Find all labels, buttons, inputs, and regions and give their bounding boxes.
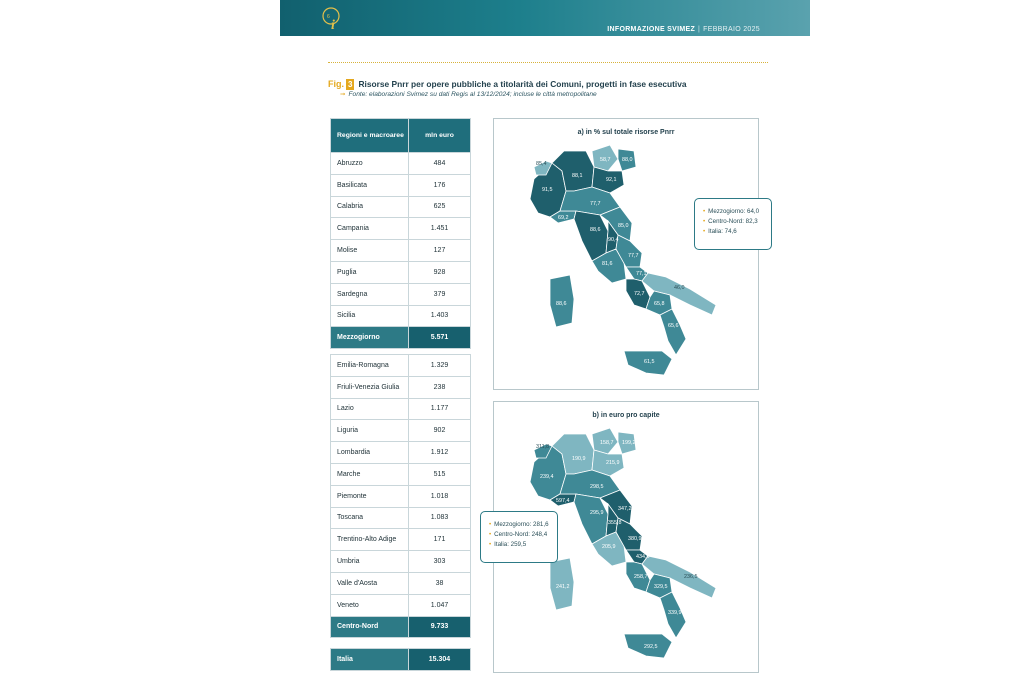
label-puglia: 236,5 xyxy=(684,574,698,580)
figure-title: Risorse Pnrr per opere pubbliche a titolarità dei Comuni, progetti in fase esecutiva xyxy=(358,79,687,89)
total-name: Italia xyxy=(331,649,409,671)
label-sicilia: 61,5 xyxy=(644,359,655,365)
label-trentino: 58,7 xyxy=(600,157,611,163)
label-liguria: 597,4 xyxy=(556,498,570,504)
callout-row-mezzogiorno xyxy=(489,520,557,530)
callout-row-italia xyxy=(703,227,771,237)
label-lombardia: 88,1 xyxy=(572,173,583,179)
table-row xyxy=(331,594,471,616)
region-name: Sicilia xyxy=(331,305,409,327)
figure-number: 3 xyxy=(348,80,353,89)
callout-text: Mezzogiorno: 64,0 xyxy=(708,208,760,215)
label-umbria: 90,4 xyxy=(608,237,619,243)
figure-source xyxy=(340,90,597,98)
region-value: 1.912 xyxy=(409,442,471,464)
total-name: Centro-Nord xyxy=(331,616,409,638)
label-molise: 77,1 xyxy=(636,271,647,277)
map-title: a) in % sul totale risorse Pnrr xyxy=(577,129,675,136)
region-value: 171 xyxy=(409,529,471,551)
page xyxy=(280,0,810,682)
total-name: Mezzogiorno xyxy=(331,327,409,349)
region-name: Trentino-Alto Adige xyxy=(331,529,409,551)
bullet-icon: • xyxy=(703,208,706,215)
region-value: 379 xyxy=(409,283,471,305)
header-banner xyxy=(280,0,810,36)
callout-row-italia xyxy=(489,540,557,550)
region-value: 127 xyxy=(409,240,471,262)
label-veneto: 215,9 xyxy=(606,460,620,466)
region-value: 1.047 xyxy=(409,594,471,616)
label-liguria: 69,2 xyxy=(558,215,569,221)
label-marche: 347,2 xyxy=(618,506,632,512)
callout-text: Centro-Nord: 82,3 xyxy=(708,218,758,225)
table-row xyxy=(331,174,471,196)
label-veneto: 92,1 xyxy=(606,177,617,183)
callout-row-centro-nord xyxy=(703,217,771,227)
table-row xyxy=(331,442,471,464)
table-row xyxy=(331,196,471,218)
label-campania: 258,7 xyxy=(634,574,648,580)
label-lazio: 81,6 xyxy=(602,261,613,267)
region-name: Marche xyxy=(331,463,409,485)
table-row xyxy=(331,420,471,442)
svimez-logo-icon xyxy=(320,5,346,31)
region-name: Lombardia xyxy=(331,442,409,464)
label-emilia: 298,5 xyxy=(590,484,604,490)
table-row xyxy=(331,376,471,398)
dotted-divider xyxy=(328,62,768,63)
table-row xyxy=(331,283,471,305)
label-valle-aosta: 311,8 xyxy=(536,444,550,450)
header-text xyxy=(607,26,760,33)
region-value: 1.329 xyxy=(409,355,471,377)
table-row xyxy=(331,463,471,485)
region-name: Molise xyxy=(331,240,409,262)
arrow-right-icon: ➞ xyxy=(340,91,346,98)
total-value: 9.733 xyxy=(409,616,471,638)
table-row xyxy=(331,355,471,377)
table-row xyxy=(331,398,471,420)
region-name: Emilia-Romagna xyxy=(331,355,409,377)
label-sardegna: 88,6 xyxy=(556,301,567,307)
bullet-icon: • xyxy=(489,541,492,548)
label-abruzzo: 380,9 xyxy=(628,536,642,542)
label-basilicata: 65,8 xyxy=(654,301,665,307)
table-total-row xyxy=(331,649,471,671)
region-name: Basilicata xyxy=(331,174,409,196)
column-header-value: mln euro xyxy=(409,119,471,153)
table-total-row xyxy=(331,616,471,638)
label-piemonte: 239,4 xyxy=(540,474,554,480)
label-sardegna: 241,2 xyxy=(556,584,570,590)
region-name: Abruzzo xyxy=(331,153,409,175)
table-row xyxy=(331,261,471,283)
callout-row-mezzogiorno xyxy=(703,207,771,217)
region-value: 1.083 xyxy=(409,507,471,529)
region-value: 515 xyxy=(409,463,471,485)
label-friuli: 199,2 xyxy=(622,440,636,446)
bullet-icon: • xyxy=(489,531,492,538)
table-row xyxy=(331,572,471,594)
region-name: Puglia xyxy=(331,261,409,283)
bullet-icon: • xyxy=(489,521,492,528)
label-molise: 434,6 xyxy=(636,554,650,560)
figure-label: Fig. xyxy=(328,79,344,89)
region-value: 625 xyxy=(409,196,471,218)
label-lazio: 205,9 xyxy=(602,544,616,550)
callout-text: Mezzogiorno: 281,6 xyxy=(494,521,549,528)
label-toscana: 88,6 xyxy=(590,227,601,233)
region-value: 928 xyxy=(409,261,471,283)
region-name: Calabria xyxy=(331,196,409,218)
region-shape-calabria xyxy=(660,309,686,355)
label-calabria: 65,6 xyxy=(668,323,679,329)
region-value: 1.451 xyxy=(409,218,471,240)
label-sicilia: 292,5 xyxy=(644,644,658,650)
region-value: 902 xyxy=(409,420,471,442)
label-umbria: 355,8 xyxy=(608,520,622,526)
callout-text: Centro-Nord: 248,4 xyxy=(494,531,548,538)
figure-source-text: Fonte: elaborazioni Svimez su dati Regis al 13/12/2024; incluse le città metropolitane xyxy=(348,91,597,98)
label-basilicata: 329,5 xyxy=(654,584,668,590)
table-header-row xyxy=(331,119,471,153)
svg-text:6: 6 xyxy=(327,14,330,20)
table-italia xyxy=(330,648,471,671)
region-value: 38 xyxy=(409,572,471,594)
region-name: Valle d'Aosta xyxy=(331,572,409,594)
header-separator: | xyxy=(698,26,701,33)
region-name: Toscana xyxy=(331,507,409,529)
region-name: Liguria xyxy=(331,420,409,442)
column-header-region: Regioni e macroaree xyxy=(331,119,409,153)
table-row xyxy=(331,507,471,529)
table-total-row xyxy=(331,327,471,349)
region-name: Campania xyxy=(331,218,409,240)
publication-date: FEBBRAIO 2025 xyxy=(703,26,760,33)
label-toscana: 295,9 xyxy=(590,510,604,516)
region-name: Sardegna xyxy=(331,283,409,305)
label-abruzzo: 77,7 xyxy=(628,253,639,259)
region-name: Friuli-Venezia Giulia xyxy=(331,376,409,398)
table-row xyxy=(331,485,471,507)
publication-name: INFORMAZIONE SVIMEZ xyxy=(607,26,696,33)
map-title: b) in euro pro capite xyxy=(592,412,660,419)
label-friuli: 88,0 xyxy=(622,157,633,163)
region-shape-toscana xyxy=(574,211,608,261)
table-row xyxy=(331,305,471,327)
label-calabria: 339,9 xyxy=(668,610,682,616)
region-value: 1.177 xyxy=(409,398,471,420)
region-name: Lazio xyxy=(331,398,409,420)
label-campania: 72,7 xyxy=(634,291,645,297)
label-trentino: 158,7 xyxy=(600,440,614,446)
callout-text: Italia: 259,5 xyxy=(494,541,527,548)
table-centro-nord xyxy=(330,354,471,638)
label-marche: 85,0 xyxy=(618,223,629,229)
region-value: 238 xyxy=(409,376,471,398)
svg-text:i: i xyxy=(331,18,335,31)
region-value: 1.403 xyxy=(409,305,471,327)
table-mezzogiorno xyxy=(330,118,471,349)
table-row xyxy=(331,551,471,573)
region-name: Veneto xyxy=(331,594,409,616)
italy-map-share xyxy=(494,119,760,391)
region-value: 484 xyxy=(409,153,471,175)
callout-row-centro-nord xyxy=(489,530,557,540)
label-puglia: 46,0 xyxy=(674,285,685,291)
label-lombardia: 190,9 xyxy=(572,456,586,462)
callout-share xyxy=(694,198,772,250)
region-value: 303 xyxy=(409,551,471,573)
region-name: Piemonte xyxy=(331,485,409,507)
map-panel-share xyxy=(493,118,759,390)
bullet-icon: • xyxy=(703,218,706,225)
label-emilia: 77,7 xyxy=(590,201,601,207)
label-valle-aosta: 85,4 xyxy=(536,161,547,167)
total-value: 15.304 xyxy=(409,649,471,671)
table-row xyxy=(331,153,471,175)
total-value: 5.571 xyxy=(409,327,471,349)
bullet-icon: • xyxy=(703,228,706,235)
callout-text: Italia: 74,6 xyxy=(708,228,737,235)
table-row xyxy=(331,218,471,240)
callout-per-capita xyxy=(480,511,558,563)
table-row xyxy=(331,240,471,262)
region-value: 176 xyxy=(409,174,471,196)
region-shape-toscana xyxy=(574,494,608,544)
region-name: Umbria xyxy=(331,551,409,573)
label-piemonte: 91,5 xyxy=(542,187,553,193)
region-value: 1.018 xyxy=(409,485,471,507)
table-row xyxy=(331,529,471,551)
